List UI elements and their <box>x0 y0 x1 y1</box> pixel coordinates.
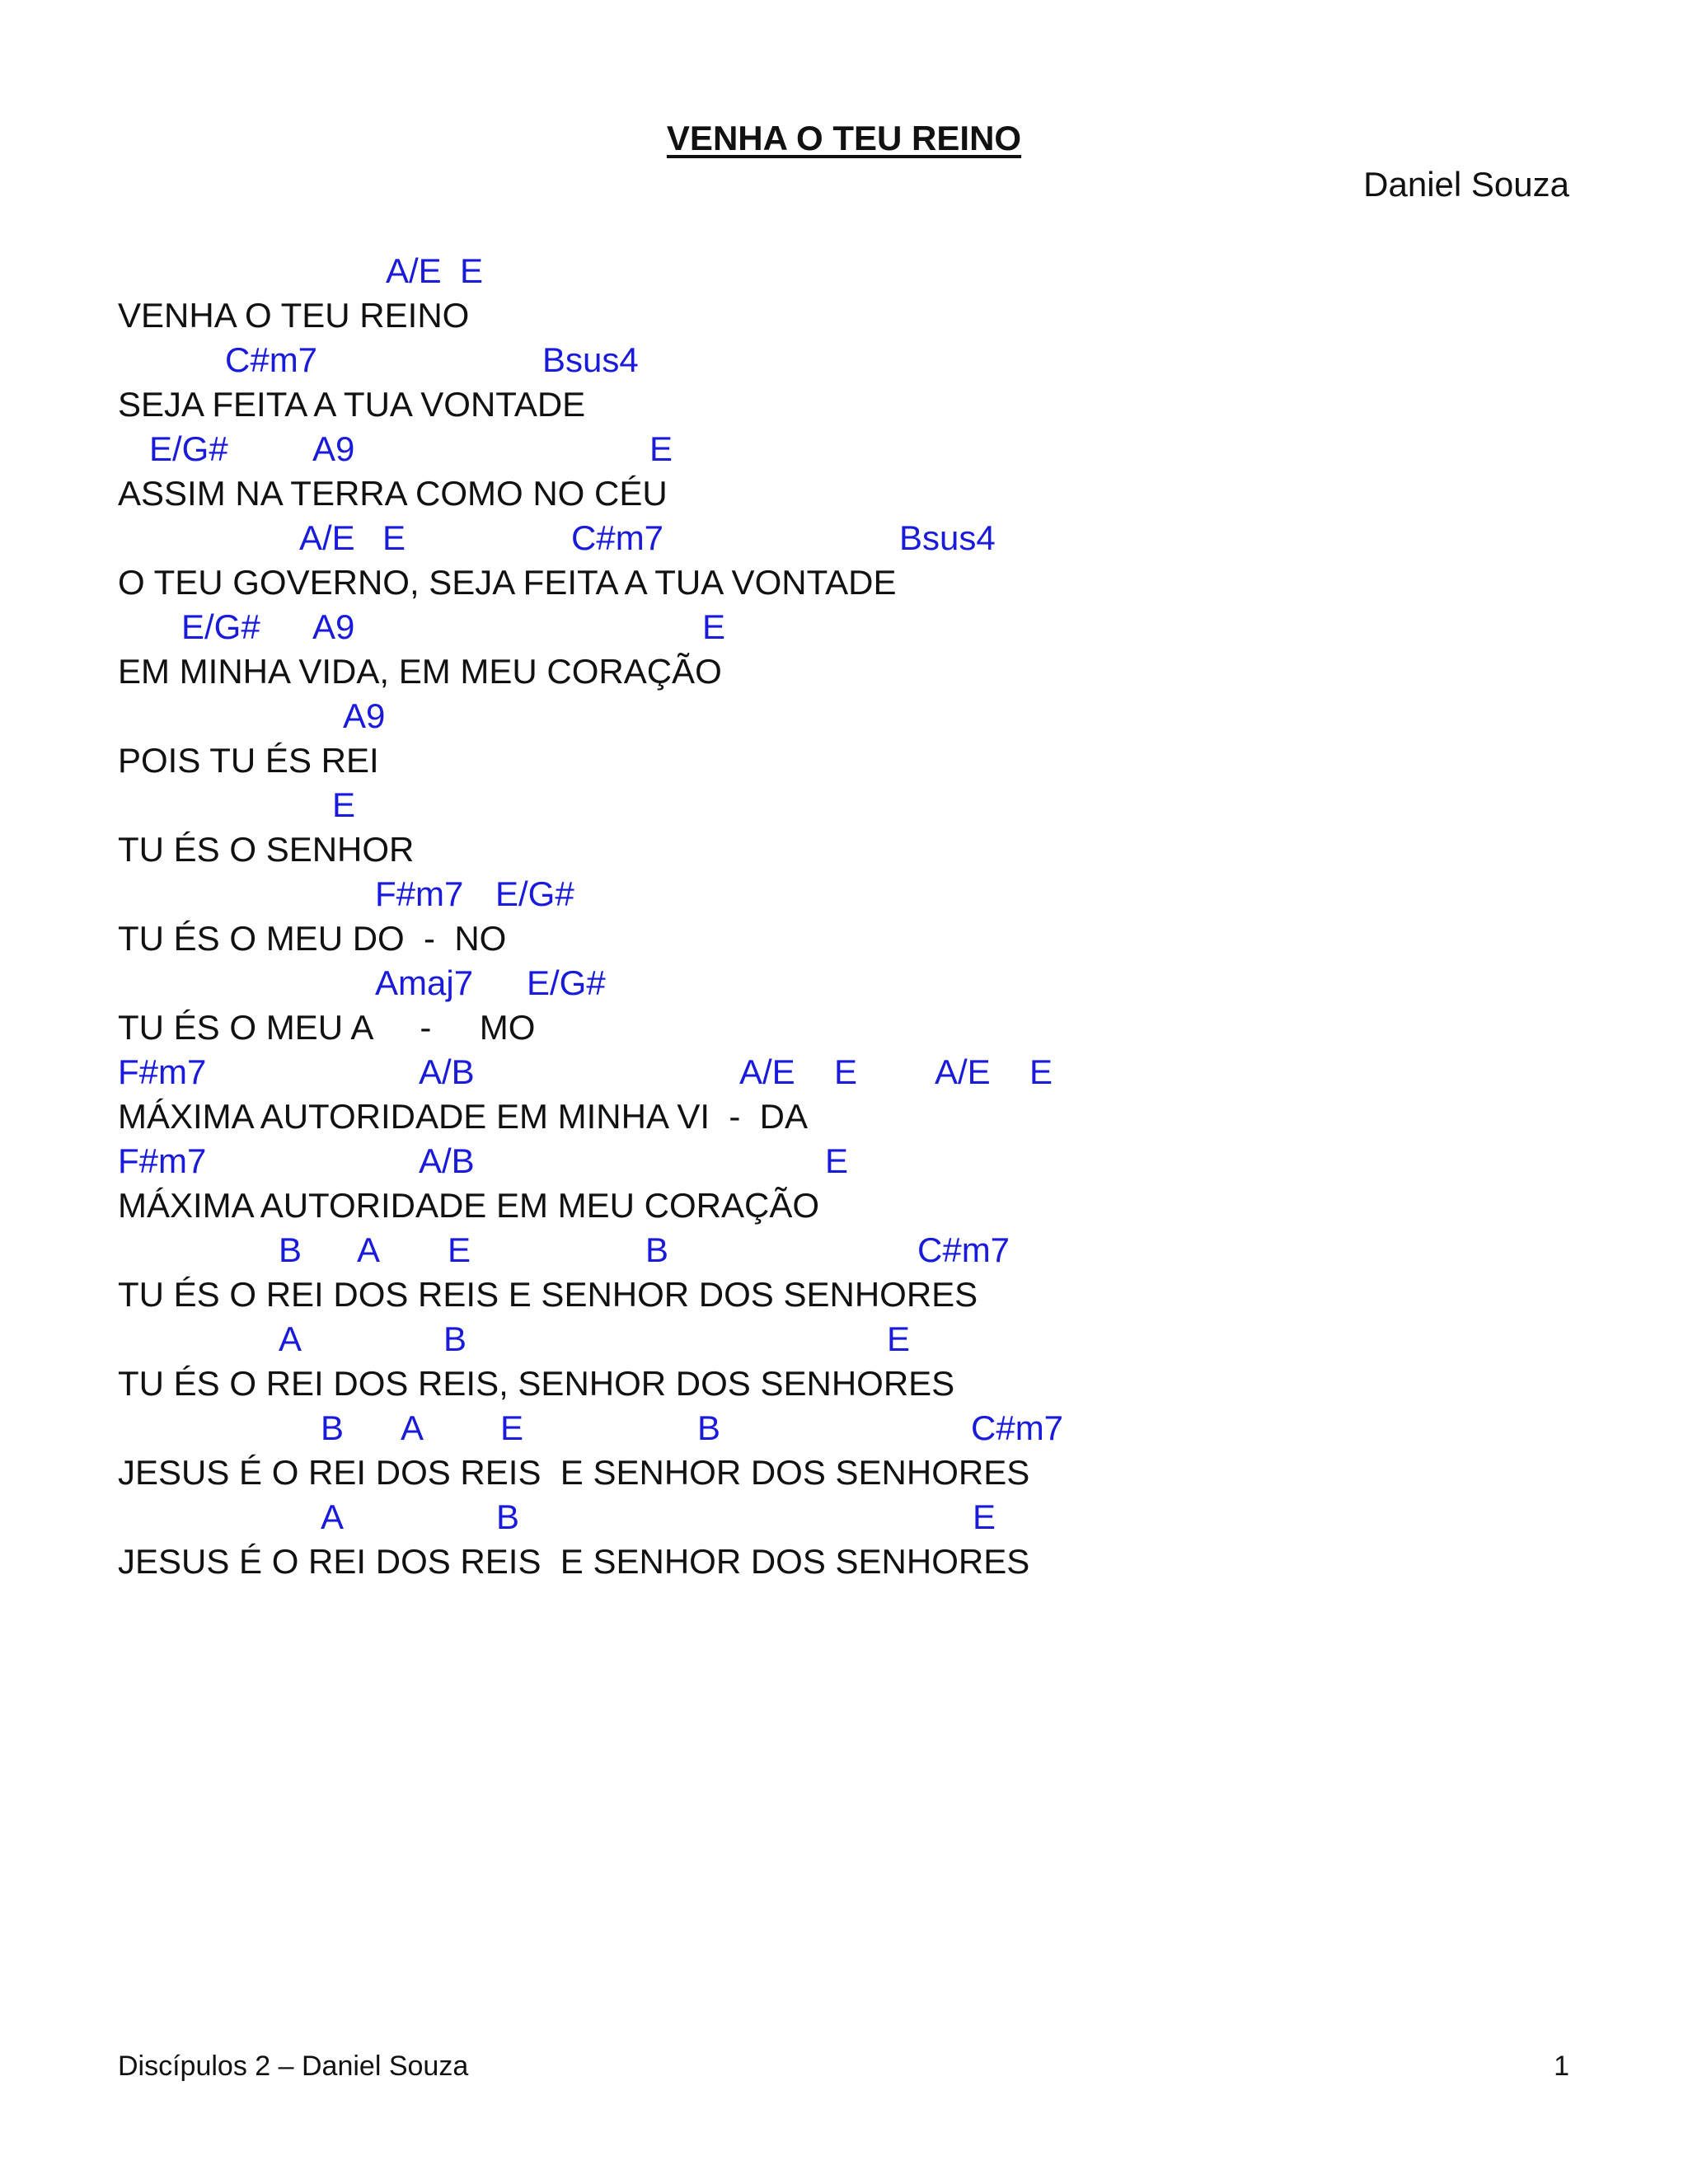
chord-row <box>118 605 1029 649</box>
lyric-line: POIS TU ÉS REI <box>118 741 379 780</box>
chord-row <box>118 427 1029 471</box>
chord-row <box>118 783 1029 827</box>
lyric-line: O TEU GOVERNO, SEJA FEITA A TUA VONTADE <box>118 563 897 602</box>
chord: B <box>279 1230 302 1269</box>
lyric-line: JESUS É O REI DOS REIS E SENHOR DOS SENHORES <box>118 1453 1030 1492</box>
chord: C#m7 <box>917 1230 1010 1269</box>
lyric-line: TU ÉS O REI DOS REIS E SENHOR DOS SENHORES <box>118 1275 978 1314</box>
lyric-line: TU ÉS O MEU DO - NO <box>118 919 507 958</box>
lyric-line: EM MINHA VIDA, EM MEU CORAÇÃO <box>118 652 722 691</box>
chord: E <box>448 1230 471 1269</box>
chord: F#m7 <box>118 1052 207 1091</box>
footer-source: Discípulos 2 – Daniel Souza <box>118 2050 469 2082</box>
chord: E <box>649 429 673 468</box>
page-number: 1 <box>1554 2050 1569 2082</box>
song-author: Daniel Souza <box>1363 165 1569 204</box>
chord: B <box>443 1319 467 1358</box>
chord: E <box>1029 1052 1053 1091</box>
chord: B <box>496 1497 520 1536</box>
lyric-line: SEJA FEITA A TUA VONTADE <box>118 385 586 424</box>
chord: A9 <box>312 429 355 468</box>
chord-row <box>118 1495 1029 1540</box>
chord: E <box>834 1052 858 1091</box>
chord: C#m7 <box>571 518 664 557</box>
chord: A9 <box>312 607 355 646</box>
chord: A <box>279 1319 302 1358</box>
chord-row <box>118 1228 1029 1272</box>
chord: E <box>887 1319 911 1358</box>
chord: C#m7 <box>971 1408 1064 1447</box>
chord: B <box>645 1230 669 1269</box>
chord: B <box>321 1408 345 1447</box>
chord-row <box>118 1406 1064 1451</box>
chord: E <box>382 518 406 557</box>
chord: A/E <box>386 251 442 290</box>
chord-row <box>118 249 1029 293</box>
chord: E <box>460 251 484 290</box>
lyric-line: MÁXIMA AUTORIDADE EM MINHA VI - DA <box>118 1097 809 1136</box>
chord: E <box>702 607 726 646</box>
lyric-line: TU ÉS O REI DOS REIS, SENHOR DOS SENHORES <box>118 1364 955 1403</box>
chord: A/E <box>739 1052 795 1091</box>
chord-sheet <box>118 249 1064 1584</box>
chord: E <box>332 785 356 824</box>
chord: A9 <box>343 696 386 735</box>
chord-row <box>118 961 1029 1005</box>
chord: E <box>825 1141 849 1180</box>
chord-row <box>118 338 1029 382</box>
lyric-line: ASSIM NA TERRA COMO NO CÉU <box>118 474 668 513</box>
chord: F#m7 <box>118 1141 207 1180</box>
chord: A <box>401 1408 424 1447</box>
chord: A/B <box>419 1052 475 1091</box>
chord: Bsus4 <box>542 340 639 379</box>
chord: E/G# <box>181 607 260 646</box>
lyric-line: TU ÉS O SENHOR <box>118 830 415 869</box>
chord: A/E <box>935 1052 991 1091</box>
chord-row <box>118 872 1029 916</box>
chord-row <box>118 1139 1029 1183</box>
chord: A/B <box>419 1141 475 1180</box>
chord: E <box>973 1497 996 1536</box>
lyric-line: TU ÉS O MEU A - MO <box>118 1008 536 1047</box>
lyric-line: MÁXIMA AUTORIDADE EM MEU CORAÇÃO <box>118 1186 820 1225</box>
chord-row <box>118 516 1029 560</box>
chord: A <box>357 1230 381 1269</box>
chord-row <box>118 1317 1029 1361</box>
song-title: VENHA O TEU REINO <box>666 119 1022 157</box>
chord-row <box>118 694 1029 738</box>
chord: E/G# <box>149 429 228 468</box>
chord: A/E <box>299 518 355 557</box>
lyric-line: VENHA O TEU REINO <box>118 296 470 335</box>
lyric-line: JESUS É O REI DOS REIS E SENHOR DOS SENHORES <box>118 1542 1030 1581</box>
chord: Amaj7 <box>375 963 474 1002</box>
chord: C#m7 <box>225 340 318 379</box>
chord: B <box>697 1408 721 1447</box>
chord: E/G# <box>495 874 574 913</box>
chord: E/G# <box>527 963 606 1002</box>
chord: F#m7 <box>375 874 464 913</box>
chord: E <box>500 1408 524 1447</box>
chord: Bsus4 <box>899 518 996 557</box>
chord-row <box>118 1050 1053 1094</box>
chord: A <box>321 1497 345 1536</box>
